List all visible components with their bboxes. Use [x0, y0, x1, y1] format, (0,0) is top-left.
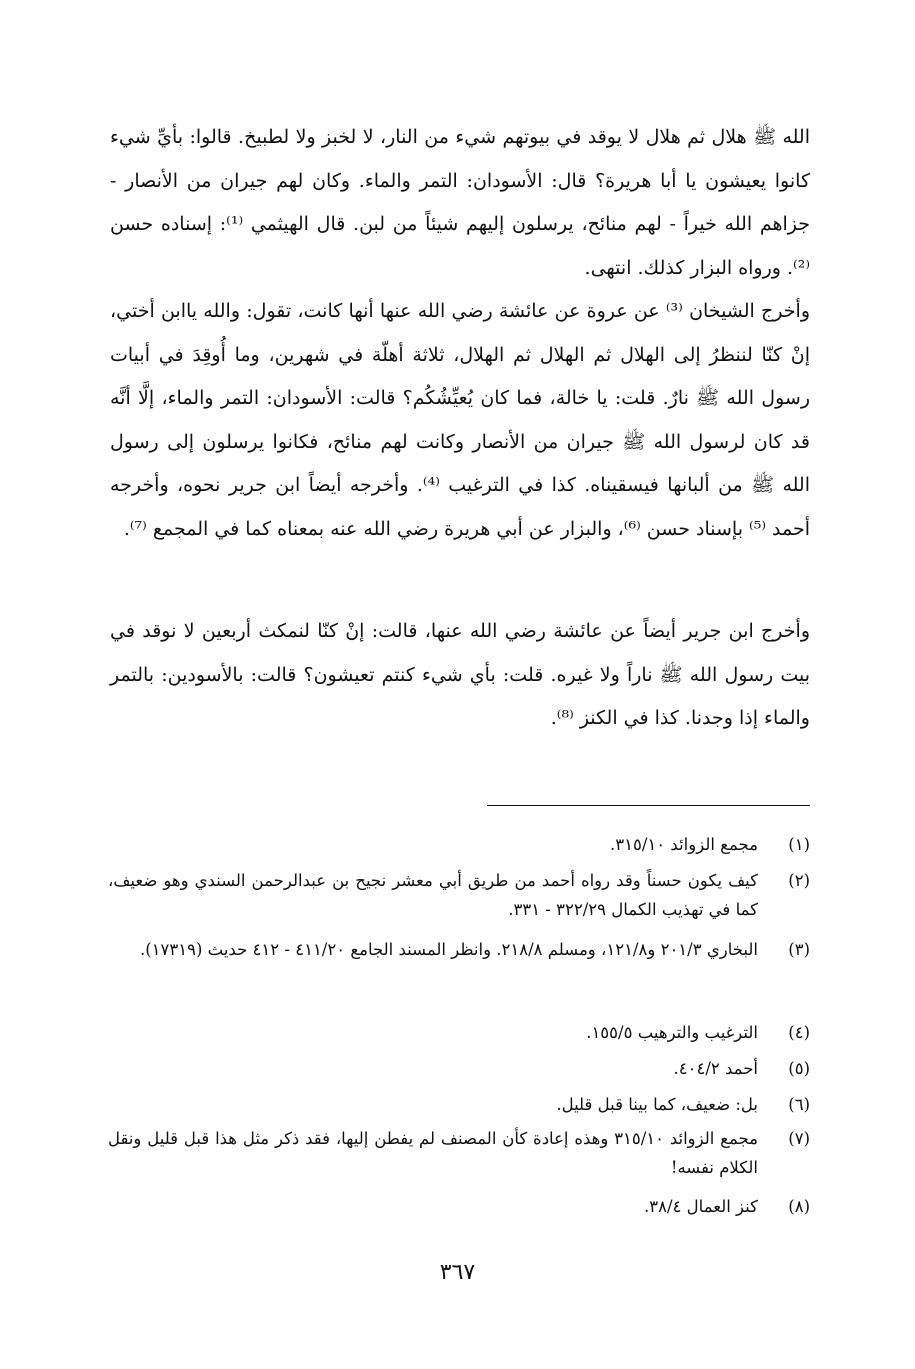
- footnote-text: البخاري ٢٠١/٣ و١٢١/٨، ومسلم ٢١٨/٨. وانظر المسند الجامع ٤١١/٢٠ - ٤١٢ حديث (١٧٣١٩).: [139, 940, 758, 959]
- footnote-number: (٧): [788, 1129, 810, 1148]
- footnote-number: (٤): [788, 1023, 810, 1042]
- footnote-number: (١): [788, 835, 810, 854]
- footnote-text: كيف يكون حسناً وقد رواه أحمد من طريق أبي معشر نجيح بن عبدالرحمن السندي وهو ضعيف، كما في تهذيب الكمال ٣٢٢/٢٩ - ٣٣١.: [108, 871, 758, 919]
- paragraph-1: الله ﷺ هلال ثم هلال لا يوقد في بيوتهم شيء من النار، لا لخبز ولا لطبيخ. قالوا: بأيِّ شيء كانوا يعيشون يا أبا هريرة؟ قال: الأسودان: التمر والماء. وكان لهم جيران من الأنصار - جزاهم الله خيراً - لهم منائح، يرسلون إليهم شيئاً من لبن. قال الهيثمي ⁽¹⁾: إسناده حسن ⁽²⁾. ورواه البزار كذلك. انتهى.: [110, 126, 810, 279]
- paragraph-2: وأخرج الشيخان ⁽³⁾ عن عروة عن عائشة رضي الله عنها أنها كانت، تقول: والله ياابن أختي، إنْ كنّا لننظرُ إلى الهلال ثم الهلال ثم الهلال، ثلاثة أهلّة في شهرين، وما أُوقِدَ في أبيات رسول الله ﷺ نارٌ. قلت: يا خالة، فما كان يُعيِّشُكُم؟ قالت: الأسودان: التمر والماء، إلَّا أنَّه قد كان لرسول الله ﷺ جيران من الأنصار وكانت لهم منائح، فكانوا يرسلون إلى رسول الله ﷺ من ألبانها فيسقيناه. كذا في الترغيب ⁽⁴⁾. وأخرجه أيضاً ابن جرير نحوه، وأخرجه أحمد ⁽⁵⁾ بإسناد حسن ⁽⁶⁾، والبزار عن أبي هريرة رضي الله عنه بمعناه كما في المجمع ⁽⁷⁾.: [110, 300, 811, 540]
- footnote-number: (٦): [788, 1095, 810, 1114]
- footnote-text: مجمع الزوائد ٣١٥/١٠ وهذه إعادة كأن المصنف لم يفطن إليها، فقد ذكر مثل هذا قبل قليل ونقل الكلام نفسه!: [108, 1129, 758, 1177]
- footnote-text: أحمد ٤٠٤/٢.: [673, 1059, 758, 1078]
- footnote-number: (٢): [788, 871, 810, 890]
- footnote-divider: [487, 805, 810, 806]
- footnote-text: كنز العمال ٣٨/٤.: [644, 1197, 758, 1216]
- footnote-number: (٣): [788, 940, 810, 959]
- paragraph-3: وأخرج ابن جرير أيضاً عن عائشة رضي الله عنها، قالت: إنْ كنّا لنمكث أربعين لا نوقد في بيت رسول الله ﷺ ناراً ولا غيره. قلت: بأي شيء كنتم تعيشون؟ قالت: بالأسودين: بالتمر والماء إذا وجدنا. كذا في الكنز ⁽⁸⁾.: [110, 620, 810, 729]
- footnote-number: (٨): [788, 1197, 810, 1216]
- footnote-number: (٥): [788, 1059, 810, 1078]
- footnote-text: مجمع الزوائد ٣١٥/١٠.: [610, 835, 758, 854]
- page-number: ٣٦٧: [439, 1260, 476, 1285]
- footnote-text: بل: ضعيف، كما بينا قبل قليل.: [556, 1095, 758, 1114]
- footnote-text: الترغيب والترهيب ١٥٥/٥.: [586, 1023, 758, 1042]
